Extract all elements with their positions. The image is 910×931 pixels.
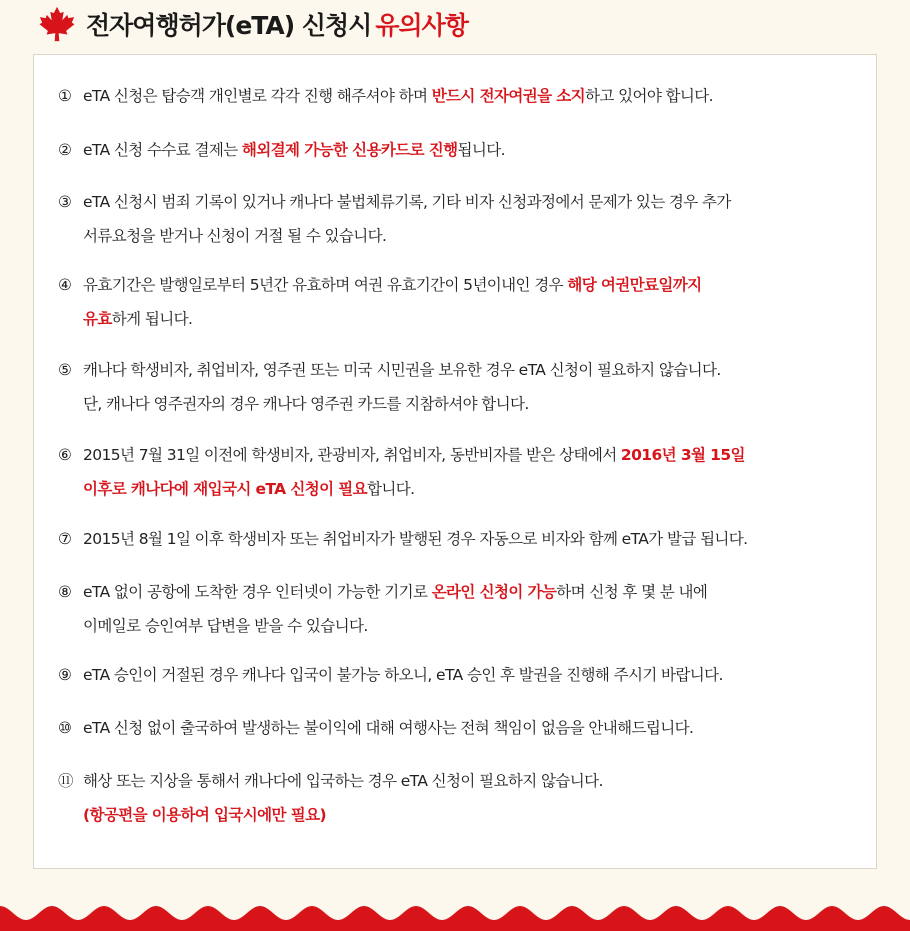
highlight-text: 이후로 캐나다에 재입국시 eTA 신청이 필요 — [83, 480, 368, 498]
notice-line — [83, 438, 745, 472]
notice-text: 캐나다 학생비자, 취업비자, 영주권 또는 미국 시민권을 보유한 경우 eTA 신청이 필요하지 않습니다. — [83, 361, 721, 379]
notice-line — [83, 302, 702, 336]
notice-body — [83, 438, 745, 506]
notice-number: ⑤ — [58, 361, 72, 379]
notice-number: ⑧ — [58, 583, 72, 601]
page-title-accent: 유의사항 — [375, 11, 468, 40]
notice-line — [83, 268, 702, 302]
highlight-text: 반드시 전자여권을 소지 — [431, 87, 586, 105]
notice-item — [58, 79, 713, 113]
notice-box — [33, 54, 877, 869]
notice-line — [83, 711, 693, 745]
notice-item — [58, 353, 721, 421]
notice-item — [58, 711, 693, 745]
notice-number: ④ — [58, 276, 72, 294]
notice-item — [58, 268, 702, 336]
notice-text: eTA 신청시 범죄 기록이 있거나 캐나다 불법체류기록, 기타 비자 신청과정에서 문제가 있는 경우 추가 — [83, 193, 731, 211]
notice-line — [83, 185, 731, 219]
notice-item — [58, 575, 707, 643]
notice-text: eTA 신청 없이 출국하여 발생하는 불이익에 대해 여행사는 전혀 책임이 없음을 안내해드립니다. — [83, 719, 694, 737]
notice-line — [83, 79, 713, 113]
notice-body — [83, 268, 702, 336]
notice-text: eTA 승인이 거절된 경우 캐나다 입국이 불가능 하오니, eTA 승인 후 발권을 진행해 주시기 바랍니다. — [83, 666, 723, 684]
notice-line — [83, 353, 721, 387]
notice-number: ② — [58, 141, 72, 159]
notice-line — [83, 764, 603, 798]
highlight-text: 해외결제 가능한 신용카드로 진행 — [241, 141, 458, 159]
decorative-wave-border — [0, 899, 910, 931]
highlight-text: (항공편을 이용하여 입국시에만 필요) — [83, 806, 326, 824]
notice-text: 해상 또는 지상을 통해서 캐나다에 입국하는 경우 eTA 신청이 필요하지 않습니다. — [83, 772, 603, 790]
notice-line — [83, 133, 505, 167]
notice-body — [83, 764, 603, 832]
notice-text: 2015년 7월 31일 이전에 학생비자, 관광비자, 취업비자, 동반비자를 받은 상태에서 — [83, 446, 621, 464]
notice-text: 하며 신청 후 몇 분 내에 — [556, 583, 708, 601]
notice-body — [83, 185, 731, 253]
notice-number: ③ — [58, 193, 72, 211]
notice-text: 됩니다. — [457, 141, 505, 159]
notice-line — [83, 575, 707, 609]
notice-item — [58, 438, 745, 506]
page-title: 전자여행허가(eTA) 신청시 유의사항 — [86, 11, 468, 40]
notice-line — [83, 219, 731, 253]
notice-text: 합니다. — [367, 480, 415, 498]
notice-line — [83, 609, 707, 643]
notice-text: 하고 있어야 합니다. — [585, 87, 713, 105]
notice-number: ⑨ — [58, 666, 72, 684]
notice-text: eTA 신청은 탑승객 개인별로 각각 진행 해주셔야 하며 — [83, 87, 432, 105]
highlight-text: 2016년 3월 15일 — [620, 446, 745, 464]
notice-text: 하게 됩니다. — [111, 310, 193, 328]
notice-text: eTA 신청 수수료 결제는 — [83, 141, 242, 159]
notice-number: ⑦ — [58, 530, 72, 548]
highlight-text: 유효 — [83, 310, 112, 328]
maple-leaf-icon — [38, 5, 76, 43]
notice-line — [83, 658, 723, 692]
notice-text: eTA 없이 공항에 도착한 경우 인터넷이 가능한 기기로 — [83, 583, 432, 601]
notice-item — [58, 185, 731, 253]
notice-number: ⑪ — [58, 772, 73, 790]
notice-line — [83, 472, 745, 506]
notice-body — [83, 711, 693, 745]
notice-body — [83, 353, 721, 421]
notice-line — [83, 387, 721, 421]
notice-body — [83, 575, 707, 643]
notice-text: 유효기간은 발행일로부터 5년간 유효하며 여권 유효기간이 5년이내인 경우 — [83, 276, 568, 294]
notice-body — [83, 79, 713, 113]
notice-item — [58, 658, 723, 692]
page-header — [38, 2, 468, 46]
notice-text: 2015년 8월 1일 이후 학생비자 또는 취업비자가 발행된 경우 자동으로 비자와 함께 eTA가 발급 됩니다. — [83, 530, 748, 548]
notice-number: ⑥ — [58, 446, 72, 464]
notice-item — [58, 764, 603, 832]
highlight-text: 해당 여권만료일까지 — [567, 276, 702, 294]
notice-number: ① — [58, 87, 72, 105]
notice-line — [83, 522, 748, 556]
notice-number: ⑩ — [58, 719, 72, 737]
highlight-text: 온라인 신청이 가능 — [431, 583, 557, 601]
notice-body — [83, 522, 748, 556]
notice-item — [58, 522, 748, 556]
notice-line — [83, 798, 603, 832]
notice-text: 서류요청을 받거나 신청이 거절 될 수 있습니다. — [83, 227, 387, 245]
notice-body — [83, 658, 723, 692]
notice-text: 단, 캐나다 영주권자의 경우 캐나다 영주권 카드를 지참하셔야 합니다. — [83, 395, 529, 413]
notice-text: 이메일로 승인여부 답변을 받을 수 있습니다. — [83, 617, 368, 635]
notice-item — [58, 133, 505, 167]
notice-body — [83, 133, 505, 167]
